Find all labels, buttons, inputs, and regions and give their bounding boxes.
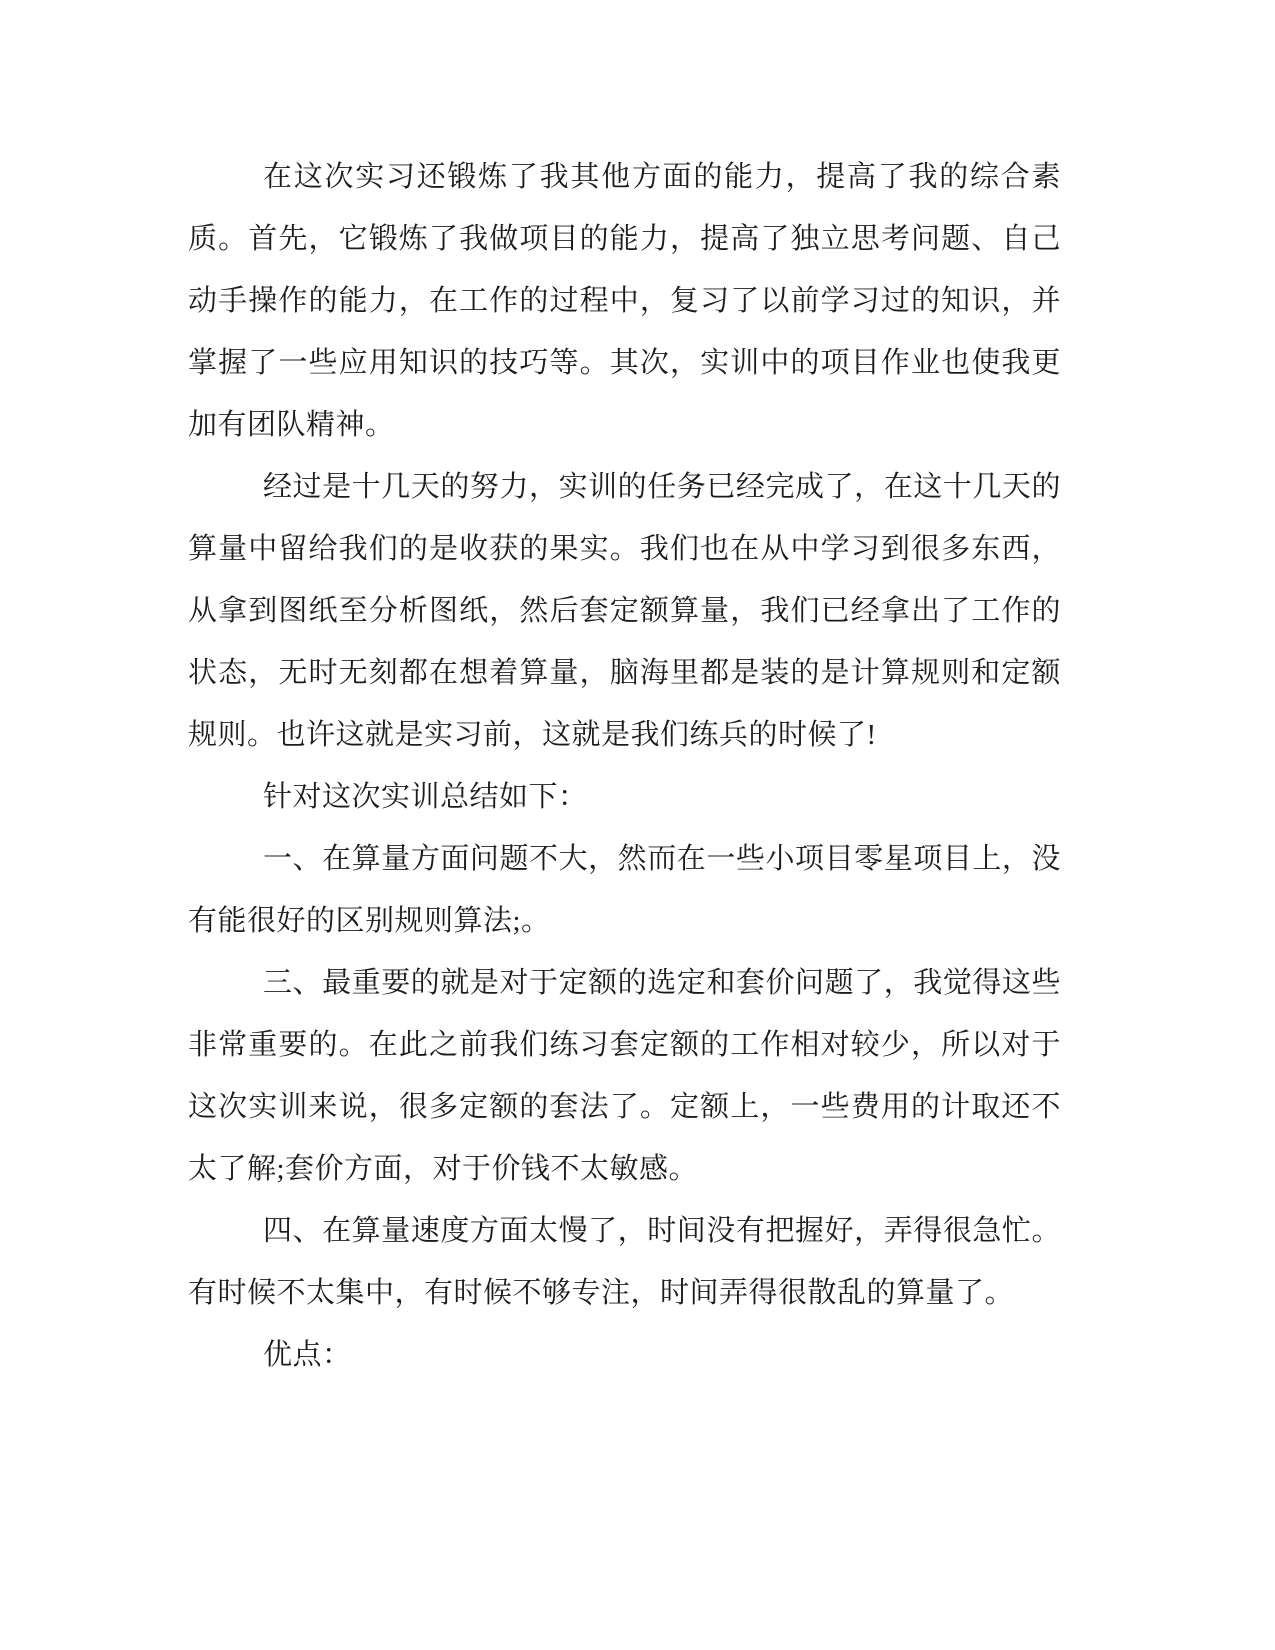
paragraph: 优点： xyxy=(263,1339,352,1371)
paragraph: 四、在算量速度方面太慢了，时间没有把握好，弄得很急忙。有时候不太集中，有时候不够专注，时间弄得很散乱的算量了。 xyxy=(188,1215,1061,1309)
paragraph: 针对这次实训总结如下： xyxy=(263,781,588,813)
paragraph: 三、最重要的就是对于定额的选定和套价问题了，我觉得这些非常重要的。在此之前我们练习套定额的工作相对较少，所以对于这次实训来说，很多定额的套法了。定额上，一些费用的计取还不太了解;套价方面，对于价钱不太敏感。 xyxy=(188,967,1061,1185)
document-text-block xyxy=(188,146,1061,1386)
paragraph: 在这次实习还锻炼了我其他方面的能力，提高了我的综合素质。首先，它锻炼了我做项目的能力，提高了独立思考问题、自己动手操作的能力，在工作的过程中，复习了以前学习过的知识，并掌握了一些应用知识的技巧等。其次，实训中的项目作业也使我更加有团队精神。 xyxy=(188,161,1061,441)
paragraph: 一、在算量方面问题不大，然而在一些小项目零星项目上，没有能很好的区别规则算法;。 xyxy=(188,843,1061,937)
paragraph: 经过是十几天的努力，实训的任务已经完成了，在这十几天的算量中留给我们的是收获的果实。我们也在从中学习到很多东西，从拿到图纸至分析图纸，然后套定额算量，我们已经拿出了工作的状态，无时无刻都在想着算量，脑海里都是装的是计算规则和定额规则。也许这就是实习前，这就是我们练兵的时候了! xyxy=(188,471,1061,751)
